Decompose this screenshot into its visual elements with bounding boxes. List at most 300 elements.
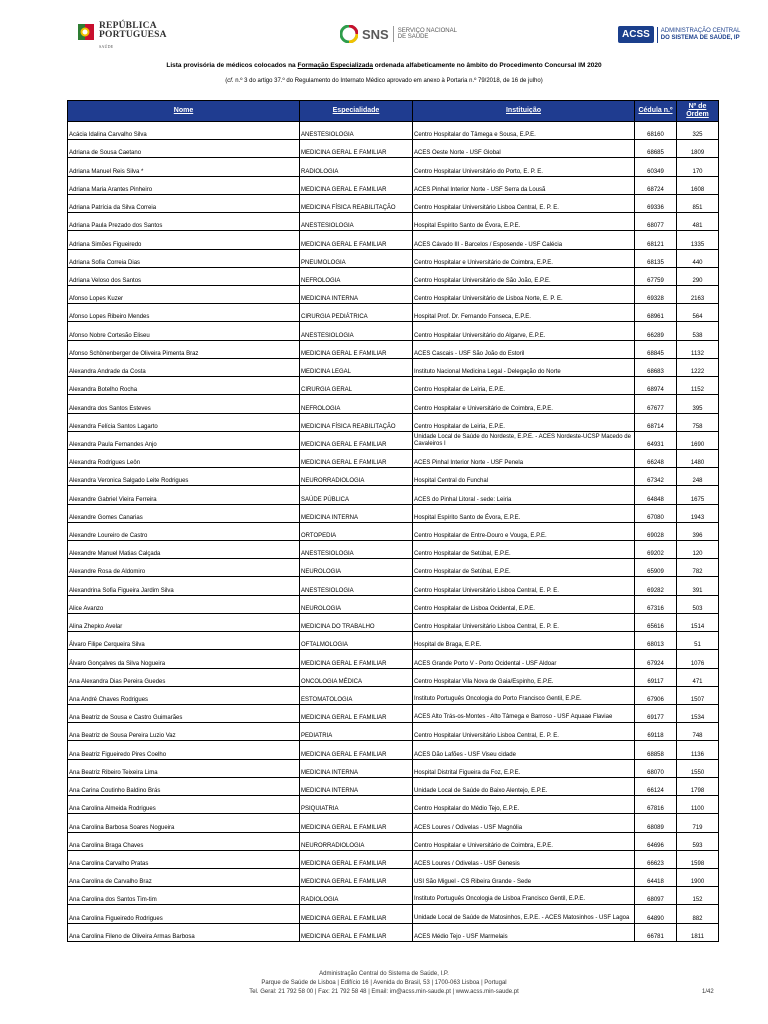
sns-divider [393, 26, 394, 42]
cell-instituicao: Unidade Local de Saúde do Nordeste, E.P.E. - ACES Nordeste-UCSP Macedo de Cavaleiros I [413, 431, 635, 449]
cell-nome: Afonso Schönenberger de Oliveira Pimenta Braz [68, 340, 300, 358]
cell-instituicao: Hospital Prof. Dr. Fernando Fonseca, E.P.E. [413, 304, 635, 322]
cell-cedula: 69336 [635, 194, 677, 212]
cell-especialidade: MEDICINA GERAL E FAMILIAR [300, 814, 413, 832]
rp-sub: SAÚDE [99, 44, 114, 49]
footer-line-3: Tel. Geral: 21 792 58 00 | Fax: 21 792 58 48 | Email: im@acss.min-saude.pt | www.acss.min-saude.pt [249, 989, 519, 995]
header-especialidade: Especialidade [300, 101, 413, 122]
table-row [68, 304, 719, 322]
cell-nome: Ana Carolina dos Santos Tim-tim [68, 887, 300, 905]
cell-especialidade: ANESTESIOLOGIA [300, 577, 413, 595]
cell-cedula: 64696 [635, 832, 677, 850]
cell-nome: Ana Carolina Figueiredo Rodrigues [68, 905, 300, 923]
cell-ordem: 1076 [677, 650, 719, 668]
cell-nome: Álvaro Filipe Cerqueira Silva [68, 632, 300, 650]
cell-instituicao: Centro Hospitalar e Universitário de Coimbra, E.P.E. [413, 249, 635, 267]
cell-nome: Afonso Nobre Cortesão Eliseu [68, 322, 300, 340]
table-row [68, 213, 719, 231]
cell-instituicao: ACES Pinhal Interior Norte - USF Serra da Lousã [413, 176, 635, 194]
footer-line-2: Parque de Saúde de Lisboa | Edifício 16 | Avenida do Brasil, 53 | 1700-063 Lisboa | Portugal [261, 980, 507, 986]
cell-instituicao: Centro Hospitalar Universitário de São João, E.P.E. [413, 267, 635, 285]
cell-especialidade: NEUROLOGIA [300, 595, 413, 613]
table-row [68, 194, 719, 212]
cell-cedula: 64890 [635, 905, 677, 923]
cell-nome: Ana Carolina Carvalho Pratas [68, 850, 300, 868]
cell-nome: Ana Beatriz de Sousa Pereira Luzio Vaz [68, 723, 300, 741]
acss-label: ACSS [618, 26, 654, 43]
cell-ordem: 290 [677, 267, 719, 285]
cell-nome: Adriana Sofia Correia Dias [68, 249, 300, 267]
cell-nome: Alexandra Veronica Salgado Leite Rodrigues [68, 468, 300, 486]
table-row [68, 504, 719, 522]
cell-cedula: 64418 [635, 868, 677, 886]
cell-cedula: 69117 [635, 668, 677, 686]
cell-especialidade: ANESTESIOLOGIA [300, 541, 413, 559]
page-header [0, 22, 768, 52]
cell-especialidade: MEDICINA INTERNA [300, 504, 413, 522]
cell-ordem: 1798 [677, 777, 719, 795]
cell-especialidade: MEDICINA GERAL E FAMILIAR [300, 905, 413, 923]
cell-instituicao: Centro Hospitalar Vila Nova de Gaia/Espinho, E.P.E. [413, 668, 635, 686]
cell-especialidade: MEDICINA GERAL E FAMILIAR [300, 850, 413, 868]
cell-nome: Adriana Paula Prezado dos Santos [68, 213, 300, 231]
table-row [68, 541, 719, 559]
cell-nome: Alexandra Felícia Santos Lagarto [68, 413, 300, 431]
cell-cedula: 68013 [635, 632, 677, 650]
cell-ordem: 481 [677, 213, 719, 231]
cell-instituicao: ACES Cascais - USF São João do Estoril [413, 340, 635, 358]
cell-ordem: 471 [677, 668, 719, 686]
cell-nome: Alina Zhepko Avelar [68, 613, 300, 631]
cell-cedula: 66781 [635, 923, 677, 941]
cell-cedula: 68160 [635, 122, 677, 140]
cell-cedula: 65616 [635, 613, 677, 631]
cell-ordem: 1507 [677, 686, 719, 704]
title-part-3: ordenada alfabeticamente no âmbito do Procedimento Concursal IM 2020 [373, 62, 602, 69]
table-row [68, 449, 719, 467]
cell-instituicao: ACES Médio Tejo - USF Marmelais [413, 923, 635, 941]
cell-ordem: 1136 [677, 741, 719, 759]
cell-instituicao: ACES Dão Lafões - USF Viseu cidade [413, 741, 635, 759]
page-footer [0, 970, 768, 997]
cell-instituicao: Centro Hospitalar e Universitário de Coimbra, E.P.E. [413, 832, 635, 850]
cell-cedula: 68070 [635, 759, 677, 777]
cell-especialidade: MEDICINA GERAL E FAMILIAR [300, 340, 413, 358]
header-ordem: Nº de Ordem [677, 101, 719, 122]
table-row [68, 850, 719, 868]
cell-especialidade: MEDICINA GERAL E FAMILIAR [300, 650, 413, 668]
cell-cedula: 69282 [635, 577, 677, 595]
subtitle-cf: cf. [227, 78, 234, 84]
cell-especialidade: MEDICINA GERAL E FAMILIAR [300, 231, 413, 249]
document-title [0, 62, 768, 69]
cell-cedula: 68974 [635, 377, 677, 395]
cell-ordem: 719 [677, 814, 719, 832]
table-row [68, 613, 719, 631]
footer-line-1: Administração Central do Sistema de Saúde, I.P. [319, 971, 449, 977]
cell-nome: Ana Carolina Braga Chaves [68, 832, 300, 850]
table-row [68, 595, 719, 613]
rp-line-2: PORTUGUESA [99, 30, 167, 40]
cell-especialidade: MEDICINA FÍSICA REABILITAÇÃO [300, 413, 413, 431]
cell-instituicao: Hospital Distrital Figueira da Foz, E.P.E. [413, 759, 635, 777]
cell-nome: Alexandre Gomes Canarias [68, 504, 300, 522]
cell-instituicao: Hospital Central do Funchal [413, 468, 635, 486]
cell-cedula: 68089 [635, 814, 677, 832]
cell-nome: Alexandra Paula Fernandes Anjo [68, 431, 300, 449]
table-row [68, 686, 719, 704]
cell-nome: Adriana Patrícia da Silva Correia [68, 194, 300, 212]
cell-instituicao: Centro Hospitalar Universitário Lisboa Central, E. P. E. [413, 577, 635, 595]
cell-cedula: 67342 [635, 468, 677, 486]
cell-ordem: 758 [677, 413, 719, 431]
cell-nome: Alexandre Rosa de Aldomiro [68, 559, 300, 577]
cell-ordem: 1550 [677, 759, 719, 777]
cell-cedula: 68685 [635, 140, 677, 158]
cell-ordem: 564 [677, 304, 719, 322]
table-row [68, 431, 719, 449]
cell-instituicao: Instituto Nacional Medicina Legal - Delegação do Norte [413, 358, 635, 376]
cell-ordem: 1152 [677, 377, 719, 395]
cell-nome: Adriana Veloso dos Santos [68, 267, 300, 285]
cell-cedula: 66124 [635, 777, 677, 795]
cell-nome: Ana Carolina Barbosa Soares Nogueira [68, 814, 300, 832]
acss-logo [618, 26, 740, 43]
cell-especialidade: MEDICINA INTERNA [300, 285, 413, 303]
cell-ordem: 1900 [677, 868, 719, 886]
cell-especialidade: SAÚDE PÚBLICA [300, 486, 413, 504]
header-instituicao: Instituição [413, 101, 635, 122]
table-row [68, 522, 719, 540]
cell-especialidade: CIRURGIA GERAL [300, 377, 413, 395]
cell-nome: Alexandra Andrade da Costa [68, 358, 300, 376]
cell-especialidade: MEDICINA LEGAL [300, 358, 413, 376]
cell-ordem: 593 [677, 832, 719, 850]
cell-cedula: 66248 [635, 449, 677, 467]
cell-cedula: 68097 [635, 887, 677, 905]
cell-instituicao: Centro Hospitalar Universitário de Lisboa Norte, E. P. E. [413, 285, 635, 303]
placements-table [67, 100, 719, 942]
table-body [68, 122, 719, 942]
cell-cedula: 69202 [635, 541, 677, 559]
table-row [68, 468, 719, 486]
table-row [68, 158, 719, 176]
cell-cedula: 65909 [635, 559, 677, 577]
cell-ordem: 248 [677, 468, 719, 486]
cell-especialidade: MEDICINA GERAL E FAMILIAR [300, 176, 413, 194]
cell-nome: Ana Carolina Almeida Rodrigues [68, 796, 300, 814]
cell-ordem: 538 [677, 322, 719, 340]
cell-cedula: 66623 [635, 850, 677, 868]
cell-nome: Alexandre Loureiro de Castro [68, 522, 300, 540]
cell-ordem: 440 [677, 249, 719, 267]
cell-instituicao: ACES Pinhal Interior Norte - USF Penela [413, 449, 635, 467]
cell-especialidade: MEDICINA GERAL E FAMILIAR [300, 868, 413, 886]
cell-cedula: 67316 [635, 595, 677, 613]
cell-especialidade: MEDICINA INTERNA [300, 759, 413, 777]
cell-cedula: 67906 [635, 686, 677, 704]
cell-ordem: 1811 [677, 923, 719, 941]
table-row [68, 176, 719, 194]
sns-logo [340, 25, 457, 43]
cell-ordem: 325 [677, 122, 719, 140]
cell-instituicao: Centro Hospitalar de Lisboa Ocidental, E.P.E. [413, 595, 635, 613]
cell-especialidade: ORTOPEDIA [300, 522, 413, 540]
table-row [68, 905, 719, 923]
cell-ordem: 1690 [677, 431, 719, 449]
cell-instituicao: ACES Alto Trás-os-Montes - Alto Tâmega e Barroso - USF Aquaae Flaviae [413, 705, 635, 723]
sns-label: SNS [362, 26, 389, 42]
cell-nome: Alexandra Botelho Rocha [68, 377, 300, 395]
cell-instituicao: USI São Miguel - CS Ribeira Grande - Sede [413, 868, 635, 886]
cell-ordem: 851 [677, 194, 719, 212]
cell-nome: Afonso Lopes Kuzer [68, 285, 300, 303]
cell-ordem: 1480 [677, 449, 719, 467]
table-row [68, 759, 719, 777]
cell-nome: Afonso Lopes Ribeiro Mendes [68, 304, 300, 322]
table-row [68, 650, 719, 668]
cell-especialidade: MEDICINA GERAL E FAMILIAR [300, 741, 413, 759]
cell-instituicao: Centro Hospitalar Universitário do Porto, E. P. E. [413, 158, 635, 176]
cell-ordem: 1675 [677, 486, 719, 504]
acss-sub-2: DO SISTEMA DE SAÚDE, IP [660, 34, 740, 41]
subtitle-text: n.º 3 do artigo 37.º do Regulamento do Internato Médico aprovado em anexo à Portaria n.º 79/2018, de 16 de julho) [233, 78, 543, 84]
cell-ordem: 1608 [677, 176, 719, 194]
cell-instituicao: Unidade Local de Saúde do Baixo Alentejo, E.P.E. [413, 777, 635, 795]
page-number: 1/42 [702, 989, 714, 995]
sns-sub-2: DE SAÚDE [397, 34, 429, 40]
cell-instituicao: Instituto Português Oncologia do Porto Francisco Gentil, E.P.E. [413, 686, 635, 704]
cell-ordem: 1222 [677, 358, 719, 376]
header-cedula: Cédula n.º [635, 101, 677, 122]
cell-especialidade: MEDICINA GERAL E FAMILIAR [300, 705, 413, 723]
table-row [68, 249, 719, 267]
cell-ordem: 170 [677, 158, 719, 176]
table-row [68, 395, 719, 413]
cell-especialidade: MEDICINA GERAL E FAMILIAR [300, 140, 413, 158]
cell-ordem: 1100 [677, 796, 719, 814]
cell-ordem: 51 [677, 632, 719, 650]
cell-instituicao: Centro Hospitalar Universitário Lisboa Central, E. P. E. [413, 613, 635, 631]
cell-cedula: 69177 [635, 705, 677, 723]
cell-instituicao: Centro Hospitalar de Leiria, E.P.E. [413, 377, 635, 395]
cell-ordem: 152 [677, 887, 719, 905]
cell-nome: Adriana Maria Arantes Pinheiro [68, 176, 300, 194]
table-row [68, 814, 719, 832]
cell-cedula: 68077 [635, 213, 677, 231]
cell-nome: Adriana Simões Figueiredo [68, 231, 300, 249]
cell-nome: Álvaro Gonçalves da Silva Nogueira [68, 650, 300, 668]
sns-icon [340, 25, 358, 43]
cell-cedula: 69028 [635, 522, 677, 540]
table-row [68, 486, 719, 504]
cell-instituicao: ACES Loures / Odivelas - USF Magnólia [413, 814, 635, 832]
table-row [68, 577, 719, 595]
cell-instituicao: Centro Hospitalar do Tâmega e Sousa, E.P.E. [413, 122, 635, 140]
cell-instituicao: Hospital Espírito Santo de Évora, E.P.E. [413, 504, 635, 522]
cell-especialidade: PEDIATRIA [300, 723, 413, 741]
cell-instituicao: Centro Hospitalar do Médio Tejo, E.P.E. [413, 796, 635, 814]
cell-cedula: 69118 [635, 723, 677, 741]
table-row [68, 122, 719, 140]
cell-ordem: 1335 [677, 231, 719, 249]
acss-sub-1: ADMINISTRAÇÃO CENTRAL [660, 28, 741, 34]
cell-especialidade: NEURORRADIOLOGIA [300, 468, 413, 486]
cell-cedula: 68121 [635, 231, 677, 249]
table-row [68, 741, 719, 759]
cell-cedula: 67677 [635, 395, 677, 413]
table-row [68, 267, 719, 285]
cell-instituicao: ACES Oeste Norte - USF Global [413, 140, 635, 158]
cell-ordem: 2163 [677, 285, 719, 303]
cell-ordem: 1132 [677, 340, 719, 358]
table-row [68, 231, 719, 249]
cell-cedula: 68714 [635, 413, 677, 431]
cell-cedula: 68724 [635, 176, 677, 194]
cell-instituicao: Hospital Espírito Santo de Évora, E.P.E. [413, 213, 635, 231]
cell-nome: Ana Carolina Fileno de Oliveira Armas Barbosa [68, 923, 300, 941]
table-row [68, 923, 719, 941]
cell-especialidade: MEDICINA GERAL E FAMILIAR [300, 449, 413, 467]
cell-cedula: 67924 [635, 650, 677, 668]
cell-ordem: 395 [677, 395, 719, 413]
table-row [68, 887, 719, 905]
cell-ordem: 1809 [677, 140, 719, 158]
cell-instituicao: Hospital de Braga, E.P.E. [413, 632, 635, 650]
cell-ordem: 882 [677, 905, 719, 923]
cell-especialidade: ANESTESIOLOGIA [300, 322, 413, 340]
cell-especialidade: MEDICINA GERAL E FAMILIAR [300, 431, 413, 449]
cell-instituicao: Centro Hospitalar Universitário Lisboa Central, E. P. E. [413, 194, 635, 212]
republica-portuguesa-logo [78, 22, 167, 51]
cell-instituicao: Centro Hospitalar de Entre-Douro e Vouga, E.P.E. [413, 522, 635, 540]
cell-cedula: 68845 [635, 340, 677, 358]
cell-especialidade: RADIOLOGIA [300, 887, 413, 905]
cell-nome: Alexandrina Sofia Figueira Jardim Silva [68, 577, 300, 595]
table-row [68, 340, 719, 358]
table-row [68, 632, 719, 650]
cell-instituicao: ACES Cávado III - Barcelos / Esposende - USF Calécia [413, 231, 635, 249]
cell-nome: Alice Avanzo [68, 595, 300, 613]
cell-instituicao: ACES Grande Porto V - Porto Ocidental - USF Aldoar [413, 650, 635, 668]
cell-instituicao: Centro Hospitalar Universitário Lisboa Central, E. P. E. [413, 723, 635, 741]
table-row [68, 832, 719, 850]
table-row [68, 723, 719, 741]
table-header-row [68, 101, 719, 122]
cell-ordem: 120 [677, 541, 719, 559]
table-row [68, 140, 719, 158]
table-row [68, 668, 719, 686]
cell-ordem: 396 [677, 522, 719, 540]
cell-nome: Ana Carina Coutinho Baldino Brás [68, 777, 300, 795]
coat-of-arms-icon [78, 22, 94, 42]
cell-nome: Adriana Manuel Reis Silva * [68, 158, 300, 176]
table-row [68, 777, 719, 795]
table-row [68, 413, 719, 431]
table-row [68, 705, 719, 723]
title-part-1: Lista provisória de médicos colocados na [166, 62, 298, 69]
table-row [68, 322, 719, 340]
rp-line-1: REPÚBLICA [99, 21, 157, 31]
cell-instituicao: Centro Hospitalar de Setúbal, E.P.E. [413, 559, 635, 577]
cell-especialidade: MEDICINA INTERNA [300, 777, 413, 795]
cell-especialidade: PSIQUIATRIA [300, 796, 413, 814]
cell-especialidade: PNEUMOLOGIA [300, 249, 413, 267]
cell-nome: Acácia Idalina Carvalho Silva [68, 122, 300, 140]
cell-cedula: 68683 [635, 358, 677, 376]
cell-ordem: 1943 [677, 504, 719, 522]
cell-cedula: 60349 [635, 158, 677, 176]
cell-nome: Ana Alexandra Dias Pereira Guedes [68, 668, 300, 686]
cell-cedula: 66289 [635, 322, 677, 340]
cell-instituicao: Instituto Português Oncologia de Lisboa Francisco Gentil, E.P.E. [413, 887, 635, 905]
cell-nome: Ana André Chaves Rodrigues [68, 686, 300, 704]
cell-ordem: 391 [677, 577, 719, 595]
document-subtitle [0, 78, 768, 84]
cell-especialidade: OFTALMOLOGIA [300, 632, 413, 650]
cell-especialidade: ONCOLOGIA MÉDICA [300, 668, 413, 686]
cell-ordem: 1534 [677, 705, 719, 723]
cell-especialidade: ANESTESIOLOGIA [300, 122, 413, 140]
sns-sub-1: SERVIÇO NACIONAL [397, 27, 457, 34]
cell-especialidade: MEDICINA FÍSICA REABILITAÇÃO [300, 194, 413, 212]
cell-cedula: 69328 [635, 285, 677, 303]
cell-nome: Alexandre Manuel Matias Calçada [68, 541, 300, 559]
table-row [68, 559, 719, 577]
cell-nome: Adriana de Sousa Caetano [68, 140, 300, 158]
cell-especialidade: ANESTESIOLOGIA [300, 213, 413, 231]
cell-instituicao: Centro Hospitalar de Leiria, E.P.E. [413, 413, 635, 431]
cell-ordem: 503 [677, 595, 719, 613]
table-row [68, 796, 719, 814]
cell-nome: Alexandra dos Santos Esteves [68, 395, 300, 413]
cell-especialidade: RADIOLOGIA [300, 158, 413, 176]
cell-nome: Ana Carolina de Carvalho Braz [68, 868, 300, 886]
cell-ordem: 1598 [677, 850, 719, 868]
cell-instituicao: Centro Hospitalar de Setúbal, E.P.E. [413, 541, 635, 559]
table-row [68, 868, 719, 886]
cell-cedula: 67816 [635, 796, 677, 814]
cell-nome: Ana Beatriz Figueiredo Pires Coelho [68, 741, 300, 759]
table-row [68, 377, 719, 395]
cell-cedula: 64848 [635, 486, 677, 504]
acss-divider [657, 27, 658, 43]
cell-nome: Ana Beatriz de Sousa e Castro Guimarães [68, 705, 300, 723]
cell-cedula: 68135 [635, 249, 677, 267]
cell-instituicao: Centro Hospitalar e Universitário de Coimbra, E.P.E. [413, 395, 635, 413]
cell-instituicao: ACES do Pinhal Litoral - sede: Leiria [413, 486, 635, 504]
cell-nome: Ana Beatriz Ribeiro Teixeira Lima [68, 759, 300, 777]
cell-especialidade: NEFROLOGIA [300, 395, 413, 413]
cell-nome: Alexandra Rodrigues Leôn [68, 449, 300, 467]
cell-instituicao: Unidade Local de Saúde de Matosinhos, E.P.E. - ACES Matosinhos - USF Lagoa [413, 905, 635, 923]
cell-instituicao: Centro Hospitalar Universitário do Algarve, E.P.E. [413, 322, 635, 340]
cell-especialidade: NEURORRADIOLOGIA [300, 832, 413, 850]
table-row [68, 285, 719, 303]
cell-cedula: 68961 [635, 304, 677, 322]
cell-cedula: 67080 [635, 504, 677, 522]
cell-cedula: 64931 [635, 431, 677, 449]
cell-ordem: 748 [677, 723, 719, 741]
cell-especialidade: MEDICINA GERAL E FAMILIAR [300, 923, 413, 941]
cell-instituicao: ACES Loures / Odivelas - USF Genesis [413, 850, 635, 868]
subtitle-open: ( [225, 78, 228, 84]
cell-especialidade: NEFROLOGIA [300, 267, 413, 285]
table-row [68, 358, 719, 376]
cell-especialidade: MEDICINA DO TRABALHO [300, 613, 413, 631]
cell-cedula: 67759 [635, 267, 677, 285]
cell-ordem: 1514 [677, 613, 719, 631]
